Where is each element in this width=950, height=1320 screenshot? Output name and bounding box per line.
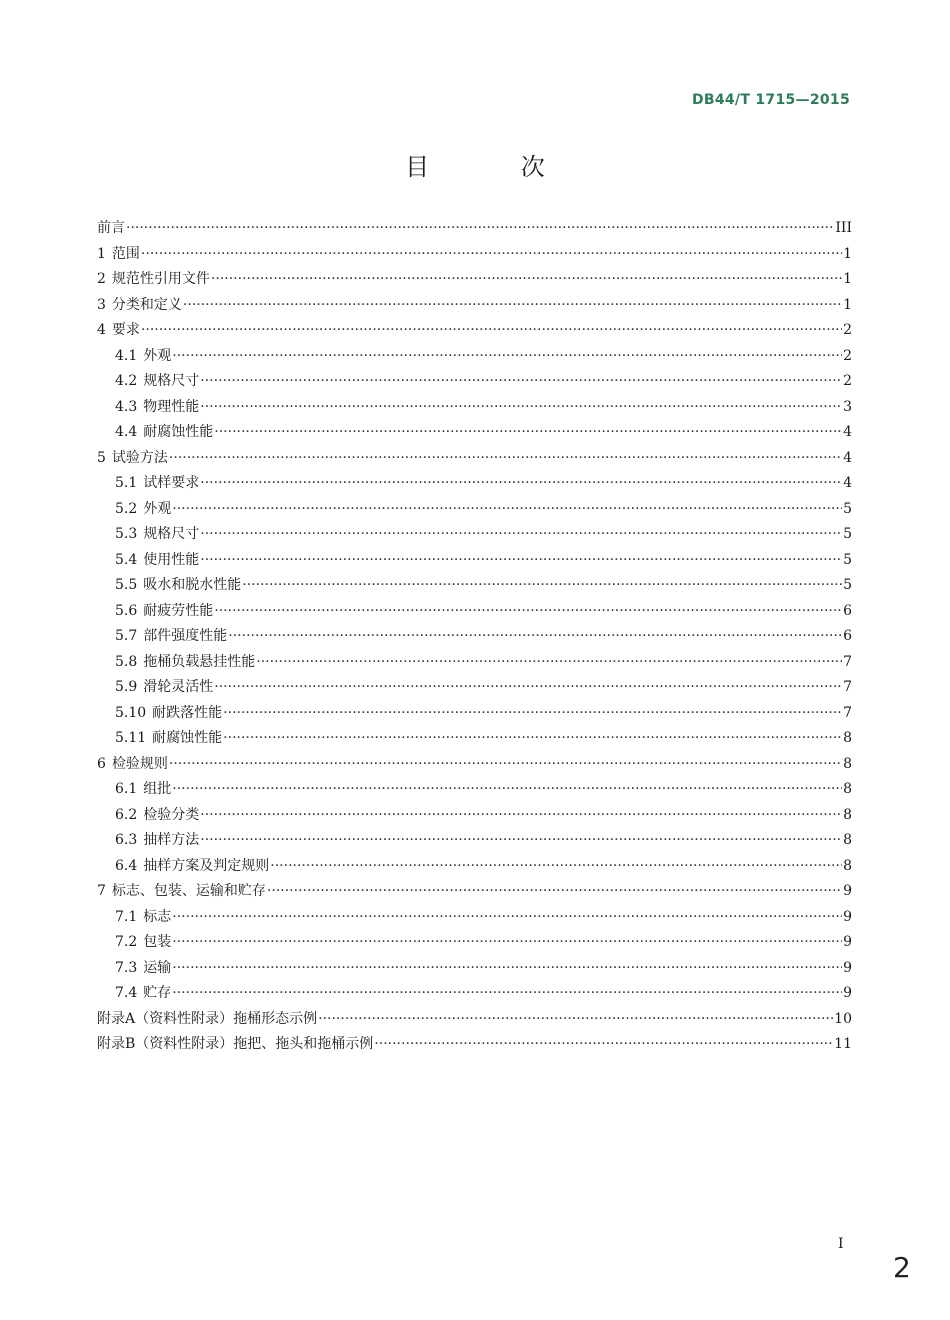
toc-dot-leader (172, 981, 842, 1007)
toc-dot-leader (211, 267, 842, 293)
toc-entry-page: 8 (843, 730, 852, 746)
toc-entry[interactable] (97, 420, 852, 446)
toc-entry[interactable] (97, 675, 852, 701)
toc-entry-page: 11 (834, 1036, 852, 1052)
toc-entry-page: 2 (843, 322, 852, 338)
toc-entry-label: 组批 (143, 781, 172, 797)
toc-entry-page: 6 (843, 628, 852, 644)
toc-entry[interactable] (97, 471, 852, 497)
toc-entry-page: 9 (843, 934, 852, 950)
toc-entry-page: 1 (843, 271, 852, 287)
page-title: 目 次 (405, 153, 587, 181)
toc-entry-number: 7.1 (115, 908, 138, 925)
toc-entry-label: 耐腐蚀性能 (152, 730, 223, 746)
toc-entry-label: 使用性能 (143, 551, 200, 568)
toc-entry[interactable] (97, 216, 852, 242)
toc-entry-number: 5.7 (115, 628, 138, 644)
toc-entry-number: 6.2 (115, 806, 138, 823)
toc-entry[interactable] (97, 344, 852, 370)
toc-entry-page: 1 (843, 296, 852, 313)
toc-entry-page: 8 (843, 857, 852, 874)
toc-entry-page: 8 (843, 832, 852, 848)
toc-entry-number: 5.1 (115, 475, 138, 491)
toc-dot-leader (183, 293, 842, 319)
toc-entry[interactable] (97, 267, 852, 293)
toc-entry-label: 试样要求 (143, 475, 200, 491)
toc-entry-page: 4 (843, 424, 852, 440)
toc-dot-leader (126, 216, 834, 242)
toc-entry[interactable] (97, 828, 852, 854)
toc-entry[interactable] (97, 624, 852, 650)
toc-dot-leader (141, 242, 842, 268)
toc-entry-page: 5 (843, 526, 852, 542)
toc-entry-label: 运输 (143, 959, 172, 976)
toc-entry-label: 包装 (143, 934, 172, 950)
toc-entry[interactable] (97, 1007, 852, 1033)
toc-entry-page: 9 (843, 883, 852, 899)
toc-entry[interactable] (97, 803, 852, 829)
toc-entry-number: 6.3 (115, 832, 138, 848)
corner-page-number: 2 (893, 1251, 911, 1284)
toc-entry-page: 5 (843, 551, 852, 568)
toc-entry-number: 6.4 (115, 857, 138, 874)
toc-dot-leader (172, 777, 842, 803)
toc-dot-leader (200, 395, 842, 421)
toc-entry-page: 1 (843, 245, 852, 262)
toc-entry-number: 5.11 (115, 730, 147, 746)
toc-entry-label: 标志 (143, 908, 172, 925)
toc-dot-leader (172, 930, 842, 956)
toc-entry-label: 规范性引用文件 (111, 271, 210, 287)
toc-entry-page: 3 (843, 398, 852, 415)
toc-entry-page: 8 (843, 755, 852, 772)
toc-entry[interactable] (97, 1032, 852, 1058)
toc-dot-leader (228, 624, 842, 650)
toc-entry-label: 物理性能 (143, 398, 200, 415)
toc-entry-page: 7 (843, 653, 852, 670)
toc-entry-page: III (835, 220, 852, 236)
toc-entry-label: 耐腐蚀性能 (143, 424, 214, 440)
toc-dot-leader (223, 701, 842, 727)
table-of-contents (97, 216, 852, 1058)
toc-entry-number: 5.6 (115, 602, 138, 619)
toc-entry-page: 6 (843, 602, 852, 619)
toc-entry-label: 附录A（资料性附录）拖桶形态示例 (97, 1010, 318, 1027)
toc-entry-label: 分类和定义 (111, 296, 182, 313)
toc-dot-leader (214, 675, 842, 701)
toc-entry-label: 规格尺寸 (143, 526, 200, 542)
toc-entry-label: 要求 (111, 322, 140, 338)
toc-dot-leader (200, 828, 842, 854)
toc-entry-label: 范围 (111, 245, 140, 262)
toc-entry-number: 5.8 (115, 653, 138, 670)
toc-dot-leader (214, 599, 842, 625)
toc-entry-number: 5.4 (115, 551, 138, 568)
toc-dot-leader (242, 573, 842, 599)
toc-dot-leader (169, 752, 842, 778)
toc-entry-label: 附录B（资料性附录）拖把、拖头和拖桶示例 (97, 1036, 374, 1052)
toc-entry[interactable] (97, 930, 852, 956)
toc-entry-page: 5 (843, 500, 852, 517)
toc-entry-number: 6.1 (115, 781, 138, 797)
toc-entry[interactable] (97, 369, 852, 395)
toc-entry-number: 4.4 (115, 424, 138, 440)
toc-entry-page: 10 (834, 1010, 852, 1027)
toc-entry-label: 检验规则 (111, 755, 168, 772)
toc-dot-leader (200, 548, 842, 574)
toc-entry[interactable] (97, 650, 852, 676)
toc-entry[interactable] (97, 293, 852, 319)
toc-entry[interactable] (97, 726, 852, 752)
toc-entry[interactable] (97, 497, 852, 523)
toc-entry-page: 5 (843, 577, 852, 593)
toc-entry-number: 7.4 (115, 985, 138, 1001)
toc-entry[interactable] (97, 905, 852, 931)
toc-entry[interactable] (97, 548, 852, 574)
toc-dot-leader (200, 471, 842, 497)
toc-entry-label: 抽样方法 (143, 832, 200, 848)
toc-entry-label: 耐疲劳性能 (143, 602, 214, 619)
toc-entry-label: 贮存 (143, 985, 172, 1001)
toc-entry-number: 1 (97, 245, 106, 262)
toc-entry-number: 5.10 (115, 704, 147, 721)
toc-entry-page: 8 (843, 781, 852, 797)
toc-entry[interactable] (97, 981, 852, 1007)
toc-entry-label: 试验方法 (111, 449, 168, 466)
toc-entry-label: 吸水和脱水性能 (143, 577, 242, 593)
toc-entry-page: 9 (843, 959, 852, 976)
toc-dot-leader (318, 1007, 833, 1033)
toc-entry-label: 滑轮灵活性 (143, 679, 214, 695)
toc-entry-number: 6 (97, 755, 106, 772)
standard-code: DB44/T 1715—2015 (691, 92, 850, 108)
page-number-roman: I (838, 1236, 844, 1252)
toc-entry[interactable] (97, 599, 852, 625)
toc-entry[interactable] (97, 777, 852, 803)
toc-entry-label: 外观 (143, 347, 172, 364)
toc-entry-label: 部件强度性能 (143, 628, 228, 644)
toc-dot-leader (200, 522, 842, 548)
toc-entry-number: 7 (97, 883, 106, 899)
toc-entry-number: 4.2 (115, 373, 138, 389)
toc-dot-leader (172, 956, 842, 982)
toc-entry-number: 5.5 (115, 577, 138, 593)
toc-entry-page: 4 (843, 449, 852, 466)
toc-entry[interactable] (97, 854, 852, 880)
toc-entry-page: 2 (843, 347, 852, 364)
toc-dot-leader (223, 726, 842, 752)
toc-dot-leader (256, 650, 842, 676)
toc-dot-leader (200, 803, 842, 829)
toc-entry-page: 4 (843, 475, 852, 491)
toc-entry-label: 外观 (143, 500, 172, 517)
toc-entry-label: 规格尺寸 (143, 373, 200, 389)
toc-dot-leader (169, 446, 842, 472)
toc-entry-number: 4.3 (115, 398, 138, 415)
toc-entry-number: 7.3 (115, 959, 138, 976)
toc-dot-leader (141, 318, 842, 344)
toc-entry-page: 7 (843, 679, 852, 695)
toc-entry-number: 4 (97, 322, 106, 338)
toc-entry[interactable] (97, 701, 852, 727)
toc-dot-leader (270, 854, 842, 880)
toc-dot-leader (172, 497, 842, 523)
toc-entry[interactable] (97, 752, 852, 778)
toc-entry-page: 2 (843, 373, 852, 389)
toc-entry-page: 7 (843, 704, 852, 721)
toc-entry[interactable] (97, 242, 852, 268)
toc-entry[interactable] (97, 395, 852, 421)
toc-dot-leader (200, 369, 842, 395)
toc-entry[interactable] (97, 522, 852, 548)
toc-entry-number: 4.1 (115, 347, 138, 364)
toc-entry[interactable] (97, 446, 852, 472)
toc-entry-label: 检验分类 (143, 806, 200, 823)
toc-entry-page: 9 (843, 908, 852, 925)
toc-entry-label: 前言 (97, 220, 125, 236)
toc-entry-number: 3 (97, 296, 106, 313)
toc-dot-leader (172, 344, 842, 370)
toc-entry-label: 标志、包装、运输和贮存 (111, 883, 266, 899)
toc-dot-leader (267, 879, 842, 905)
toc-entry[interactable] (97, 956, 852, 982)
toc-entry-label: 耐跌落性能 (152, 704, 223, 721)
toc-dot-leader (374, 1032, 833, 1058)
toc-entry-number: 5.3 (115, 526, 138, 542)
toc-entry-number: 2 (97, 271, 106, 287)
toc-entry-page: 8 (843, 806, 852, 823)
toc-entry-number: 7.2 (115, 934, 138, 950)
toc-dot-leader (172, 905, 842, 931)
toc-entry-label: 拖桶负载悬挂性能 (143, 653, 256, 670)
toc-entry-number: 5 (97, 449, 106, 466)
toc-entry-page: 9 (843, 985, 852, 1001)
toc-entry-number: 5.9 (115, 679, 138, 695)
toc-entry-number: 5.2 (115, 500, 138, 517)
toc-entry-label: 抽样方案及判定规则 (143, 857, 270, 874)
toc-entry[interactable] (97, 879, 852, 905)
toc-entry[interactable] (97, 573, 852, 599)
toc-entry[interactable] (97, 318, 852, 344)
toc-dot-leader (214, 420, 842, 446)
